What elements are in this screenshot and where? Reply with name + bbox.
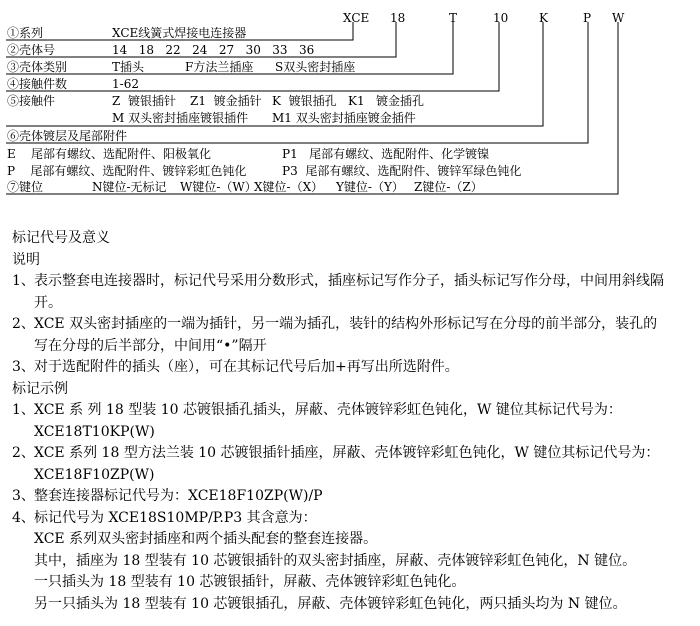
row7-a: N键位-无标记 xyxy=(92,180,167,194)
example-2 xyxy=(12,443,692,486)
row3-label: ③壳体类别 xyxy=(7,60,68,74)
example-4-line-a: 标记代号为 XCE18S10MP/P.P3 其含意为： xyxy=(34,509,317,526)
example-4-number: 4、 xyxy=(12,509,35,526)
note-2-number: 2、 xyxy=(12,316,35,332)
row6-label: ⑥壳体镀层及尾部附件 xyxy=(7,129,128,143)
row5-a: Z 镀银插针 xyxy=(112,94,176,108)
code-plating: P xyxy=(583,11,592,25)
row7-b: W键位-（W） xyxy=(180,180,257,194)
note-2 xyxy=(12,314,692,357)
row5-d: K1 镀金插孔 xyxy=(348,94,425,108)
example-1-line-a: XCE 系 列 18 型装 10 芯镀银插孔插头，屏蔽、壳体镀锌彩虹色钝化，W 键位其标记代号为： xyxy=(34,402,622,418)
row7-e: Z键位-（Z） xyxy=(414,180,483,194)
row3-a: T插头 xyxy=(112,60,145,74)
note-3 xyxy=(12,357,692,379)
note-1 xyxy=(12,271,692,314)
code-key: W xyxy=(612,11,625,25)
code-contact-count: 10 xyxy=(493,11,509,25)
row5-label: ⑤接触件 xyxy=(7,94,56,108)
example-2-number: 2、 xyxy=(12,445,35,461)
note-3-number: 3、 xyxy=(12,359,35,375)
example-2-line-a: XCE 系列 18 型方法兰装 10 芯镀银插针插座，屏蔽、壳体镀锌彩虹色钝化，W 键位其标记代号为： xyxy=(34,445,660,461)
examples-heading: 标记示例 xyxy=(12,380,68,397)
example-4-line-c: 其中，插座为 18 型装有 10 芯镀银插针的双头密封插座，屏蔽、壳体镀锌彩虹色钝化，N 键位。 xyxy=(34,552,637,569)
note-1-line-b: 开。 xyxy=(34,294,62,311)
code-shell-size: 18 xyxy=(390,11,406,25)
marking-code-diagram xyxy=(0,0,700,205)
row7-d: Y键位-（Y） xyxy=(336,180,404,194)
example-4-line-e: 另一只插头为 18 型装有 10 芯镀银插孔，屏蔽、壳体镀锌彩虹色钝化，两只插头均为 N 键位。 xyxy=(34,595,627,612)
row4-text: 1-62 xyxy=(112,77,139,91)
section-heading: 标记代号及意义 xyxy=(12,230,110,246)
example-4-line-d: 一只插头为 18 型装有 10 芯镀银插针，屏蔽、壳体镀锌彩虹色钝化。 xyxy=(34,574,466,590)
note-3-line: 对于选配附件的插头（座），可在其标记代号后加+再写出所选附件。 xyxy=(34,359,459,375)
code-series: XCE xyxy=(343,11,370,25)
row1-label: ①系列 xyxy=(7,26,44,40)
example-1-code: XCE18T10KP(W) xyxy=(34,423,155,440)
example-4 xyxy=(12,508,692,616)
row5-b: Z1 镀金插针 xyxy=(190,94,262,108)
row1-text: XCE线簧式焊接电连接器 xyxy=(112,26,247,40)
row5b-b: M1 双头密封插座镀金插件 xyxy=(272,111,416,125)
row3-b: F方法兰插座 xyxy=(185,60,254,74)
row7-label: ⑦键位 xyxy=(7,180,44,194)
example-3 xyxy=(12,486,692,508)
row6b-a: P 尾部有螺纹、选配附件、镀锌彩虹色钝化 xyxy=(7,164,247,178)
example-4-line-b: XCE 系列双头密封插座和两个插头配套的整套连接器。 xyxy=(34,531,378,547)
row5-c: K 镀银插孔 xyxy=(272,94,337,108)
note-1-line-a: 表示整套电连接器时，标记代号采用分数形式，插座标记写作分子，插头标记写作分母，中间用斜线隔 xyxy=(34,273,664,289)
example-2-code: XCE18F10ZP(W) xyxy=(34,466,155,483)
row3-c: S双头密封插座 xyxy=(275,60,356,74)
example-3-number: 3、 xyxy=(12,488,35,504)
example-1 xyxy=(12,400,692,443)
code-contact-type: K xyxy=(539,11,548,25)
row6a-a: E 尾部有螺纹、选配附件、阳极氧化 xyxy=(7,147,212,161)
row6b-b: P3 尾部有螺纹、选配附件、镀锌军绿色钝化 xyxy=(282,164,522,178)
explain-heading: 说明 xyxy=(12,251,40,268)
explanation-text xyxy=(12,228,692,615)
row2-label: ②壳体号 xyxy=(7,43,56,57)
row7-c: X键位-（X） xyxy=(254,180,324,194)
code-shell-type: T xyxy=(449,11,458,25)
row4-label: ④接触件数 xyxy=(7,77,68,91)
example-1-number: 1、 xyxy=(12,402,35,418)
note-2-line-a: XCE 双头密封插座的一端为插针，另一端为插孔，装针的结构外形标记写在分母的前半部分，装孔的 xyxy=(34,316,658,332)
row2-text: 14 18 22 24 27 30 33 36 xyxy=(112,43,315,57)
example-3-line: 整套连接器标记代号为：XCE18F10ZP(W)/P xyxy=(34,488,323,504)
note-2-line-b: 写在分母的后半部分，中间用“•”隔开 xyxy=(34,337,267,354)
row5b-a: M 双头密封插座镀银插件 xyxy=(112,111,249,125)
note-1-number: 1、 xyxy=(12,273,35,289)
row6a-b: P1 尾部有螺纹、选配附件、化学镀镍 xyxy=(282,147,490,161)
